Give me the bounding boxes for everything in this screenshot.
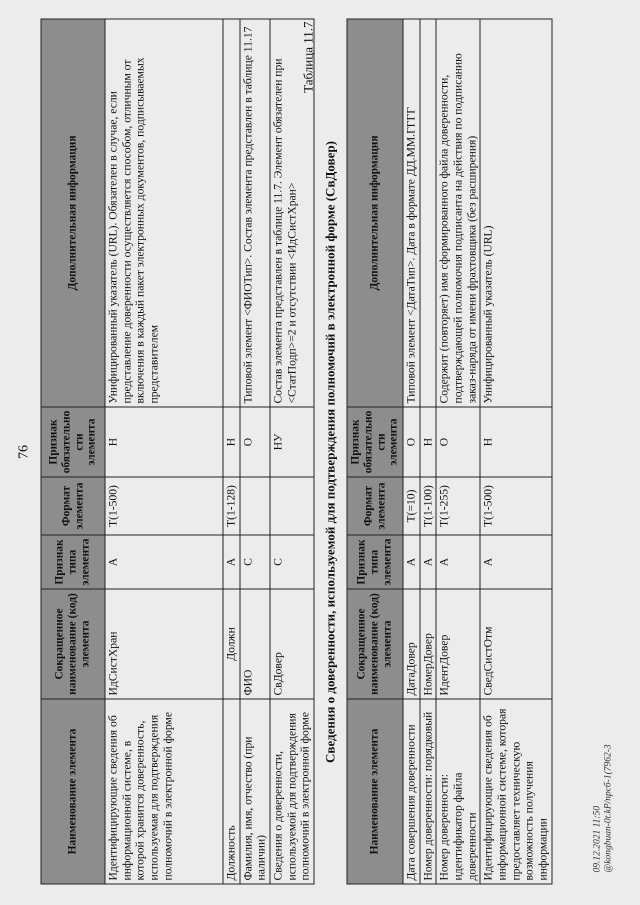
table-row	[105, 19, 223, 884]
header-cell: Признак типа элемента	[41, 535, 105, 589]
cell: С	[270, 535, 314, 589]
cell: Состав элемента представлен в таблице 11.7. Элемент обязателен при <СтатПодп>=2 и отсутствии <ИдСистХран>	[270, 19, 314, 407]
table-header-row	[41, 19, 105, 884]
cell	[420, 19, 437, 407]
cell: ФИО	[240, 589, 270, 699]
table-row	[420, 19, 437, 884]
header-cell: Сокращенное наименование (код) элемента	[347, 589, 403, 699]
header-cell: Наименование элемента	[347, 699, 403, 884]
cell: Номер доверенности: идентификатор файла доверенности	[436, 699, 480, 884]
footer-reference: @kongbuan-0t.kP/прсб-1(7962-3	[603, 744, 614, 873]
cell: T(1-128)	[223, 477, 240, 535]
table-row	[436, 19, 480, 884]
cell: СведСистОтм	[480, 589, 551, 699]
table-row	[480, 19, 551, 884]
cell: T(1-100)	[420, 477, 437, 535]
header-cell: Формат элемента	[41, 477, 105, 535]
table-row	[270, 19, 314, 884]
cell: А	[480, 535, 551, 589]
header-cell: Сокращенное наименование (код) элемента	[41, 589, 105, 699]
table-header-row	[347, 19, 403, 884]
cell: T(=10)	[403, 477, 420, 535]
cell: ДатаДовер	[403, 589, 420, 699]
cell: Должность	[223, 699, 240, 884]
cell: ИдСистХран	[105, 589, 223, 699]
header-cell: Признак обязательности элемента	[347, 407, 403, 477]
cell: Должн	[223, 589, 240, 699]
cell: T(1-255)	[436, 477, 480, 535]
cell: Дата совершения доверенности	[403, 699, 420, 884]
table-row	[403, 19, 420, 884]
cell: Н	[480, 407, 551, 477]
cell	[270, 477, 314, 535]
cell: Типовой элемент <ДатаТип>. Дата в формате ДД.ММ.ГГГГ	[403, 19, 420, 407]
cell: Фамилия, имя, отчество (при наличии)	[240, 699, 270, 884]
cell: О	[240, 407, 270, 477]
header-cell: Дополнительная информация	[347, 19, 403, 407]
document-footer	[593, 744, 615, 872]
cell: А	[403, 535, 420, 589]
cell: T(1-500)	[480, 477, 551, 535]
cell: А	[436, 535, 480, 589]
header-cell: Наименование элемента	[41, 699, 105, 884]
cell: НУ	[270, 407, 314, 477]
cell: ИдентДовер	[436, 589, 480, 699]
cell: СвДовер	[270, 589, 314, 699]
page-number: 76	[16, 445, 32, 459]
cell: НомерДовер	[420, 589, 437, 699]
cell	[223, 19, 240, 407]
header-cell: Признак типа элемента	[347, 535, 403, 589]
cell: Унифицированный указатель (URL). Обязателен в случае, если представление доверенности осуществляется способом, отличным от включения в каждый пакет электронных документов, подписываемых представителем	[105, 19, 223, 407]
table-label: Таблица 11.7	[300, 21, 316, 93]
table-row	[240, 19, 270, 884]
cell: Идентифицирующие сведения об информационной системе, которая предоставляет техническую возможность получения информации	[480, 699, 551, 884]
header-cell: Формат элемента	[347, 477, 403, 535]
cell: Содержит (повторяет) имя сформированного файла доверенности, подтверждающей полномочия подписанта на действия по подписанию заказ-наряда от имени фрахтовщика (без расширения)	[436, 19, 480, 407]
table-row	[223, 19, 240, 884]
cell: О	[436, 407, 480, 477]
table-11-6-continuation	[41, 19, 315, 885]
cell: Номер доверенности: порядковый	[420, 699, 437, 884]
table-title: Сведения о доверенности, используемой для подтверждения полномочий в электронной форме (СвДовер)	[322, 141, 338, 763]
header-cell: Признак обязательности элемента	[41, 407, 105, 477]
cell: Н	[105, 407, 223, 477]
cell: А	[223, 535, 240, 589]
cell: T(1-500)	[105, 477, 223, 535]
cell: Типовой элемент <ФИОТип>. Состав элемента представлен в таблице 11.17	[240, 19, 270, 407]
table-11-7	[347, 19, 553, 885]
cell: Н	[223, 407, 240, 477]
cell: О	[403, 407, 420, 477]
cell: Унифицированный указатель (URL)	[480, 19, 551, 407]
footer-timestamp: 09.12.2021 11:50	[592, 805, 603, 873]
rotated-content	[11, 10, 631, 895]
cell: Н	[420, 407, 437, 477]
cell: Идентифицирующие сведения об информационной системе, в которой хранится доверенность, используемая для подтверждения полномочий в электронной форме	[105, 699, 223, 884]
cell	[240, 477, 270, 535]
cell: Сведения о доверенности, используемой для подтверждения полномочий в электронной форме	[270, 699, 314, 884]
cell: А	[420, 535, 437, 589]
header-cell: Дополнительная информация	[41, 19, 105, 407]
cell: А	[105, 535, 223, 589]
cell: С	[240, 535, 270, 589]
